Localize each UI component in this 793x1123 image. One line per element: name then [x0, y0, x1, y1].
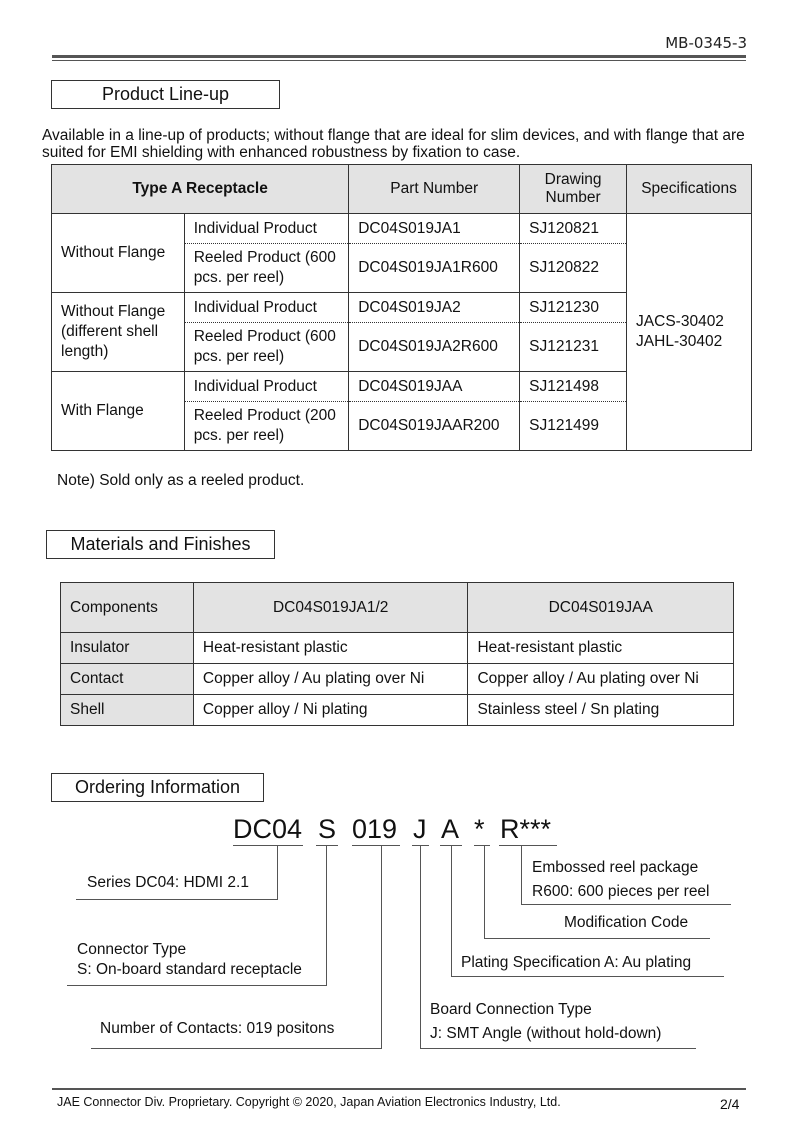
label-board-title: Board Connection Type [430, 1001, 592, 1018]
drawing-number: SJ120821 [520, 214, 627, 244]
label-connector-type-value: S: On-board standard receptacle [77, 961, 302, 978]
materials-table [60, 582, 734, 726]
drawing-number: SJ121499 [520, 402, 627, 451]
page-number: 2/4 [720, 1096, 740, 1112]
product-type: Reeled Product (600 pcs. per reel) [184, 323, 349, 372]
footer-rule [52, 1088, 746, 1090]
part-number: DC04S019JA2 [349, 293, 520, 323]
code-part-reel: R*** [500, 814, 552, 844]
material-value: Copper alloy / Au plating over Ni [468, 664, 734, 695]
product-type: Individual Product [184, 372, 349, 402]
component-name: Contact [61, 664, 194, 695]
code-underline [474, 845, 490, 846]
code-part-plating: A [441, 814, 460, 844]
group-label: Without Flange (different shell length) [52, 293, 185, 372]
lineup-header-part: Part Number [349, 165, 520, 214]
code-part-contacts: 019 [352, 814, 398, 844]
drawing-number: SJ120822 [520, 244, 627, 293]
code-part-modification: * [474, 814, 485, 844]
drawing-number: SJ121231 [520, 323, 627, 372]
product-type: Reeled Product (200 pcs. per reel) [184, 402, 349, 451]
material-value: Heat-resistant plastic [468, 633, 734, 664]
footer-copyright: JAE Connector Div. Proprietary. Copyright © 2020, Japan Aviation Electronics Industry, Ltd. [57, 1095, 561, 1109]
part-number: DC04S019JAA [349, 372, 520, 402]
leader-line [76, 899, 278, 900]
product-type: Reeled Product (600 pcs. per reel) [184, 244, 349, 293]
section-title-lineup: Product Line-up [51, 80, 280, 109]
leader-line [484, 846, 485, 939]
note-text: Note) Sold only as a reeled product. [57, 472, 305, 489]
product-type: Individual Product [184, 214, 349, 244]
leader-line [451, 976, 724, 977]
code-part-series: DC04 [233, 814, 303, 844]
specifications-cell [627, 214, 752, 451]
header-rule-thin [52, 60, 746, 61]
group-label: Without Flange [52, 214, 185, 293]
label-contacts: Number of Contacts: 019 positons [100, 1020, 335, 1037]
materials-header-ja12: DC04S019JA1/2 [193, 583, 468, 633]
section-title-ordering: Ordering Information [51, 773, 264, 802]
part-number: DC04S019JA2R600 [349, 323, 520, 372]
part-number: DC04S019JAAR200 [349, 402, 520, 451]
group-label: With Flange [52, 372, 185, 451]
leader-line [326, 846, 327, 986]
label-plating: Plating Specification A: Au plating [461, 954, 692, 971]
material-value: Stainless steel / Sn plating [468, 695, 734, 726]
material-value: Copper alloy / Ni plating [193, 695, 468, 726]
code-underline [233, 845, 303, 846]
leader-line [521, 846, 522, 905]
leader-line [420, 1048, 696, 1049]
section-title-materials: Materials and Finishes [46, 530, 275, 559]
leader-line [451, 846, 452, 977]
leader-line [67, 985, 327, 986]
leader-line [91, 1048, 382, 1049]
label-reel-value: R600: 600 pieces per reel [532, 883, 710, 900]
component-name: Insulator [61, 633, 194, 664]
lineup-header-spec: Specifications [627, 165, 752, 214]
code-underline [316, 845, 338, 846]
code-underline [352, 845, 400, 846]
leader-line [381, 846, 382, 1049]
label-connector-type-title: Connector Type [77, 941, 187, 958]
leader-line [484, 938, 710, 939]
code-part-type: S [318, 814, 337, 844]
document-id: MB-0345-3 [665, 34, 747, 52]
label-reel-title: Embossed reel package [532, 859, 699, 876]
header-rule [52, 55, 746, 58]
component-name: Shell [61, 695, 194, 726]
material-value: Heat-resistant plastic [193, 633, 468, 664]
materials-header-components: Components [61, 583, 194, 633]
label-series: Series DC04: HDMI 2.1 [87, 874, 249, 891]
product-type: Individual Product [184, 293, 349, 323]
material-value: Copper alloy / Au plating over Ni [193, 664, 468, 695]
drawing-number: SJ121498 [520, 372, 627, 402]
code-underline [499, 845, 557, 846]
leader-line [521, 904, 731, 905]
leader-line [277, 846, 278, 900]
drawing-number: SJ121230 [520, 293, 627, 323]
part-number: DC04S019JA1R600 [349, 244, 520, 293]
part-number: DC04S019JA1 [349, 214, 520, 244]
label-board-value: J: SMT Angle (without hold-down) [430, 1025, 662, 1042]
lineup-table [51, 164, 752, 451]
label-modification: Modification Code [564, 914, 689, 931]
spec-item: JACS-30402 [636, 313, 724, 330]
intro-text: Available in a line-up of products; without flange that are ideal for slim devices, and with flange that are suited for EMI shielding with enhanced robustness by fixation to case. [42, 127, 745, 161]
spec-item: JAHL-30402 [636, 333, 723, 350]
lineup-header-drawing: Drawing Number [520, 165, 627, 214]
leader-line [420, 846, 421, 1049]
code-part-connection: J [413, 814, 427, 844]
materials-header-jaa: DC04S019JAA [468, 583, 734, 633]
lineup-header-type: Type A Receptacle [52, 165, 349, 214]
